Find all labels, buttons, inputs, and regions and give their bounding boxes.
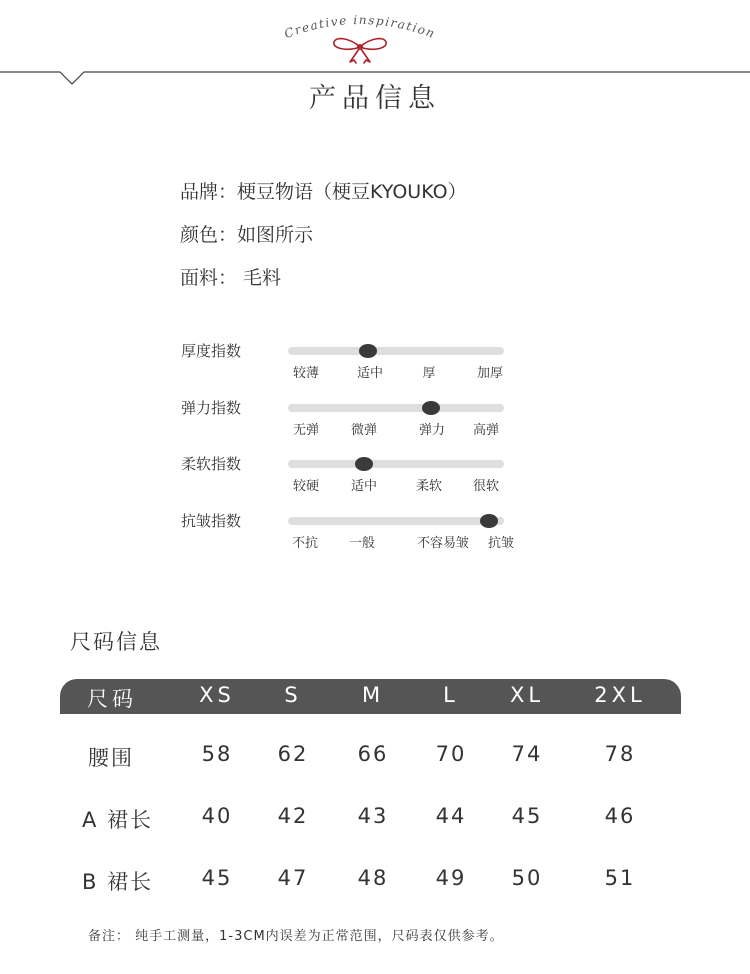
gauge-tick-label: 一般 bbox=[348, 535, 376, 551]
size-column-header: XS bbox=[199, 683, 235, 707]
gauge-tick-label: 适中 bbox=[356, 366, 384, 381]
gauge-tick-label: 较薄 bbox=[292, 366, 320, 381]
gauge-track bbox=[288, 404, 504, 412]
gauge-tick-label: 无弹 bbox=[292, 422, 320, 438]
gauge-row bbox=[181, 453, 541, 510]
size-cell: 45 bbox=[511, 804, 543, 828]
gauge-tick-label: 高弹 bbox=[472, 422, 500, 438]
size-cell: 51 bbox=[604, 866, 636, 890]
size-cell: 50 bbox=[511, 866, 543, 890]
gauge-label: 弹力指数 bbox=[181, 398, 242, 417]
gauge-tick-label: 很软 bbox=[472, 479, 500, 494]
size-cell: 66 bbox=[357, 742, 389, 766]
size-cell: 49 bbox=[435, 866, 467, 890]
size-cell: 62 bbox=[277, 742, 309, 766]
gauge-tick-label: 较硬 bbox=[292, 479, 320, 494]
gauge-tick-label: 不抗 bbox=[291, 535, 319, 551]
size-cell: 47 bbox=[277, 866, 309, 890]
logo-tagline: Creative inspiration bbox=[282, 12, 438, 42]
gauge-tick-label: 加厚 bbox=[476, 366, 504, 381]
size-cell: 48 bbox=[357, 866, 389, 890]
gauge-track bbox=[288, 347, 504, 355]
bow-icon bbox=[334, 39, 386, 63]
fabric-index-gauges bbox=[181, 340, 541, 566]
size-column-header-label: 尺码 bbox=[87, 687, 137, 711]
size-column-header: L bbox=[443, 683, 459, 707]
gauge-knob bbox=[359, 344, 377, 358]
size-row-label: A 裙长 bbox=[82, 808, 154, 832]
gauge-row bbox=[181, 397, 541, 454]
size-column-header: 2XL bbox=[594, 683, 646, 707]
size-cell: 45 bbox=[201, 866, 233, 890]
size-table-header bbox=[60, 679, 681, 714]
gauge-tick-label: 厚 bbox=[422, 366, 436, 381]
gauge-knob bbox=[422, 401, 440, 415]
gauge-row bbox=[181, 340, 541, 397]
size-column-header: S bbox=[284, 683, 302, 707]
gauge-label: 厚度指数 bbox=[181, 342, 242, 360]
size-cell: 42 bbox=[277, 804, 309, 828]
gauge-track bbox=[288, 460, 504, 468]
brand-logo bbox=[270, 10, 450, 66]
size-column-header: XL bbox=[509, 683, 545, 707]
size-column-header: M bbox=[361, 683, 385, 707]
gauge-knob bbox=[480, 514, 498, 528]
gauge-knob bbox=[355, 457, 373, 471]
info-fabric: 面料： 毛料 bbox=[180, 267, 282, 289]
measurement-note: 备注： 纯手工测量，1-3CM内误差为正常范围，尺码表仅供参考。 bbox=[88, 929, 504, 944]
info-brand: 品牌：梗豆物语（梗豆KYOUKO） bbox=[180, 181, 467, 203]
gauge-tick-label: 微弹 bbox=[350, 422, 378, 438]
gauge-tick-label: 抗皱 bbox=[487, 535, 515, 551]
size-cell: 46 bbox=[604, 804, 636, 828]
gauge-label: 柔软指数 bbox=[181, 455, 242, 473]
gauge-tick-label: 不容易皱 bbox=[416, 535, 470, 551]
gauge-tick-label: 适中 bbox=[350, 479, 378, 494]
page-title: 产品信息 bbox=[309, 83, 441, 114]
gauge-tick-label: 弹力 bbox=[418, 422, 446, 438]
size-cell: 40 bbox=[201, 804, 233, 828]
size-cell: 58 bbox=[201, 742, 233, 766]
size-section-heading: 尺码信息 bbox=[70, 630, 162, 654]
product-info-list bbox=[180, 178, 467, 307]
gauge-row bbox=[181, 510, 541, 567]
size-cell: 70 bbox=[435, 742, 467, 766]
gauge-track bbox=[288, 517, 504, 525]
gauge-label: 抗皱指数 bbox=[181, 511, 242, 530]
size-cell: 43 bbox=[357, 804, 389, 828]
info-color: 颜色：如图所示 bbox=[180, 224, 314, 246]
gauge-tick-label: 柔软 bbox=[415, 479, 443, 494]
size-cell: 44 bbox=[435, 804, 467, 828]
size-cell: 78 bbox=[604, 742, 636, 766]
size-row-label: B 裙长 bbox=[82, 870, 154, 894]
size-cell: 74 bbox=[511, 742, 543, 766]
size-row-label: 腰围 bbox=[88, 746, 134, 770]
